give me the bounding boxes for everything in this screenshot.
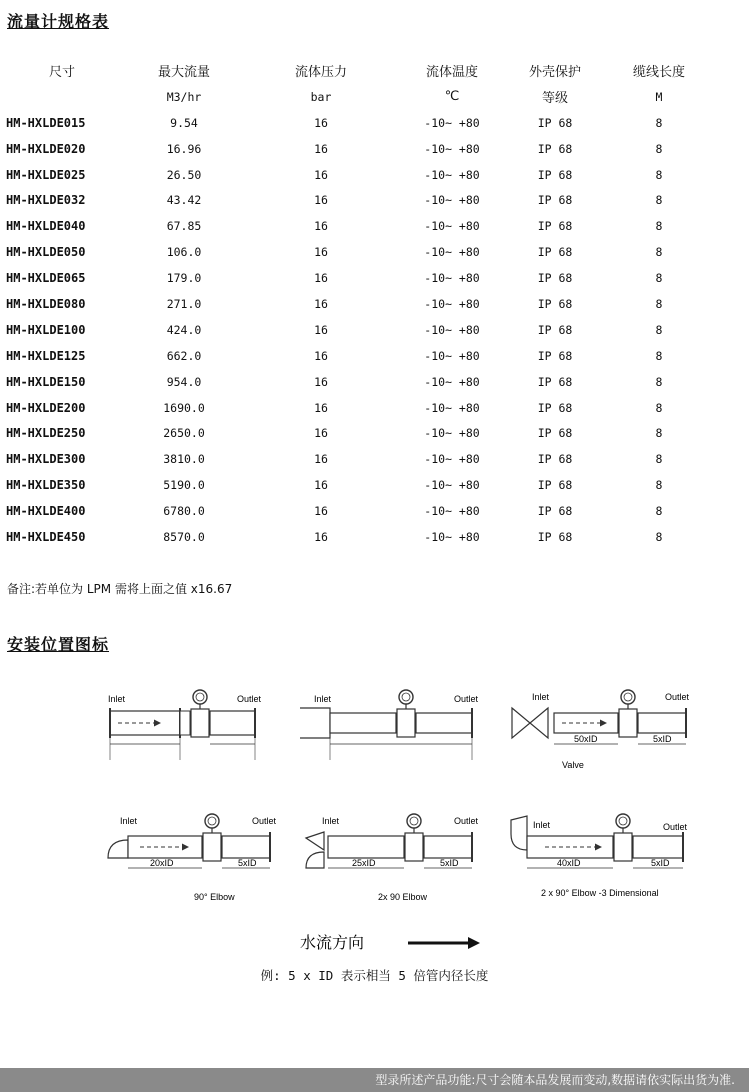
model-cell: HM-HXLDE150 [6, 374, 86, 389]
inlet-label-5: Inlet [322, 816, 340, 826]
temperature-cell: -10~ +80 [424, 296, 480, 311]
unit-size [0, 84, 124, 110]
cable-length-cell: 8 [655, 271, 663, 286]
diagram-reducer [300, 690, 479, 760]
header-max-flow: 最大流量 [157, 65, 210, 81]
temperature-cell: -10~ +80 [424, 271, 480, 286]
flow-spec-title: 流量计规格表 [7, 12, 110, 31]
max-flow-cell: 8570.0 [163, 529, 205, 544]
temperature-cell: -10~ +80 [424, 219, 480, 234]
pressure-cell: 16 [314, 322, 328, 337]
protection-cell: IP 68 [537, 167, 573, 182]
temperature-cell: -10~ +80 [424, 400, 480, 415]
cable-length-cell: 8 [655, 478, 663, 493]
table-row [0, 369, 714, 395]
temperature-cell: -10~ +80 [424, 322, 480, 337]
max-flow-cell: 2650.0 [163, 426, 205, 441]
table-row [0, 498, 714, 524]
flow-direction-label: 水流方向 [300, 935, 365, 952]
protection-cell: IP 68 [537, 478, 573, 493]
model-cell: HM-HXLDE400 [6, 504, 86, 519]
pressure-cell: 16 [314, 219, 328, 234]
header-cable-length: 缆线长度 [632, 65, 685, 81]
length-5xid-3: 5xID [653, 734, 672, 744]
table-row [0, 162, 714, 188]
cable-length-cell: 8 [655, 245, 663, 260]
cable-length-cell: 8 [655, 296, 663, 311]
table-row [0, 187, 714, 213]
temperature-cell: -10~ +80 [424, 193, 480, 208]
footer-bar [0, 1068, 749, 1092]
length-5xid-4: 5xID [238, 858, 257, 868]
model-cell: HM-HXLDE350 [6, 478, 86, 493]
protection-cell: IP 68 [537, 529, 573, 544]
max-flow-cell: 271.0 [166, 296, 202, 311]
inlet-label-3: Inlet [532, 692, 550, 702]
max-flow-cell: 26.50 [166, 167, 202, 182]
outlet-label-4: Outlet [252, 816, 277, 826]
cable-length-cell: 8 [655, 115, 663, 130]
model-cell: HM-HXLDE020 [6, 141, 86, 156]
pressure-cell: 16 [314, 115, 328, 130]
header-protection: 外壳保护 [528, 65, 581, 81]
spec-table-body [0, 110, 714, 550]
diagram-3d-elbow [511, 814, 688, 898]
unit-temperature: ℃ [444, 89, 460, 105]
diagram-elbow [108, 814, 277, 902]
table-row [0, 524, 714, 550]
max-flow-cell: 16.96 [166, 141, 202, 156]
pressure-cell: 16 [314, 426, 328, 441]
temperature-cell: -10~ +80 [424, 245, 480, 260]
elbow-label: 90° Elbow [194, 892, 235, 902]
note-text: 备注:若单位为 LPM 需将上面之值 x16.67 [7, 582, 233, 596]
flow-arrow-head [468, 937, 480, 949]
unit-pressure: bar [310, 89, 332, 104]
pressure-cell: 16 [314, 478, 328, 493]
protection-cell: IP 68 [537, 426, 573, 441]
max-flow-cell: 424.0 [166, 322, 202, 337]
temperature-cell: -10~ +80 [424, 141, 480, 156]
temperature-cell: -10~ +80 [424, 374, 480, 389]
protection-cell: IP 68 [537, 296, 573, 311]
pressure-cell: 16 [314, 296, 328, 311]
max-flow-cell: 1690.0 [163, 400, 205, 415]
max-flow-cell: 954.0 [166, 374, 202, 389]
pressure-cell: 16 [314, 141, 328, 156]
table-row [0, 343, 714, 369]
max-flow-cell: 67.85 [166, 219, 202, 234]
diagram-valve [512, 690, 690, 770]
double-elbow-label: 2x 90 Elbow [378, 892, 428, 902]
temperature-cell: -10~ +80 [424, 478, 480, 493]
pressure-cell: 16 [314, 400, 328, 415]
protection-cell: IP 68 [537, 374, 573, 389]
pressure-cell: 16 [314, 529, 328, 544]
model-cell: HM-HXLDE450 [6, 529, 86, 544]
inlet-label-2: Inlet [314, 694, 332, 704]
header-pressure: 流体压力 [294, 65, 347, 81]
protection-cell: IP 68 [537, 219, 573, 234]
pressure-cell: 16 [314, 167, 328, 182]
table-row [0, 239, 714, 265]
outlet-label-5: Outlet [454, 816, 479, 826]
table-row [0, 395, 714, 421]
pressure-cell: 16 [314, 504, 328, 519]
unit-protection: 等级 [541, 91, 568, 107]
cable-length-cell: 8 [655, 504, 663, 519]
cable-length-cell: 8 [655, 529, 663, 544]
protection-cell: IP 68 [537, 115, 573, 130]
unit-row [0, 84, 714, 110]
cable-length-cell: 8 [655, 167, 663, 182]
table-row [0, 446, 714, 472]
table-row [0, 110, 714, 136]
outlet-label: Outlet [237, 694, 262, 704]
model-cell: HM-HXLDE125 [6, 348, 86, 363]
table-row [0, 136, 714, 162]
cable-length-cell: 8 [655, 452, 663, 467]
protection-cell: IP 68 [537, 322, 573, 337]
protection-cell: IP 68 [537, 271, 573, 286]
model-cell: HM-HXLDE050 [6, 245, 86, 260]
diagram-double-elbow [306, 814, 479, 902]
header-temperature: 流体温度 [425, 65, 478, 81]
cable-length-cell: 8 [655, 426, 663, 441]
model-cell: HM-HXLDE040 [6, 219, 86, 234]
inlet-label: Inlet [108, 694, 126, 704]
length-5xid-6: 5xID [651, 858, 670, 868]
table-row [0, 317, 714, 343]
model-cell: HM-HXLDE250 [6, 426, 86, 441]
table-row [0, 265, 714, 291]
inlet-label-6: Inlet [533, 820, 551, 830]
cable-length-cell: 8 [655, 374, 663, 389]
pressure-cell: 16 [314, 374, 328, 389]
model-cell: HM-HXLDE300 [6, 452, 86, 467]
length-25xid: 25xID [352, 858, 376, 868]
temperature-cell: -10~ +80 [424, 348, 480, 363]
inlet-label-4: Inlet [120, 816, 138, 826]
install-title: 安装位置图标 [7, 635, 110, 654]
header-row [0, 58, 714, 84]
outlet-label-6: Outlet [663, 822, 688, 832]
footer-text: 型录所述产品功能:尺寸会随本品发展而变动,数据请依实际出货为准. [375, 1073, 735, 1087]
valve-label: Valve [562, 760, 584, 770]
cable-length-cell: 8 [655, 348, 663, 363]
temperature-cell: -10~ +80 [424, 452, 480, 467]
max-flow-cell: 43.42 [166, 193, 202, 208]
caption: 例: 5 x ID 表示相当 5 倍管内径长度 [260, 968, 489, 983]
outlet-label-2: Outlet [454, 694, 479, 704]
table-row [0, 420, 714, 446]
length-50xid: 50xID [574, 734, 598, 744]
max-flow-cell: 6780.0 [163, 504, 205, 519]
max-flow-cell: 3810.0 [163, 452, 205, 467]
length-20xid: 20xID [150, 858, 174, 868]
length-40xid: 40xID [557, 858, 581, 868]
protection-cell: IP 68 [537, 141, 573, 156]
max-flow-cell: 179.0 [166, 271, 202, 286]
diagram-straight [108, 690, 262, 760]
table-row [0, 213, 714, 239]
temperature-cell: -10~ +80 [424, 167, 480, 182]
model-cell: HM-HXLDE200 [6, 400, 86, 415]
table-row [0, 472, 714, 498]
spec-table [0, 58, 714, 550]
temperature-cell: -10~ +80 [424, 529, 480, 544]
cable-length-cell: 8 [655, 400, 663, 415]
cable-length-cell: 8 [655, 141, 663, 156]
model-cell: HM-HXLDE032 [6, 193, 86, 208]
model-cell: HM-HXLDE015 [6, 115, 86, 130]
protection-cell: IP 68 [537, 245, 573, 260]
model-cell: HM-HXLDE100 [6, 322, 86, 337]
temperature-cell: -10~ +80 [424, 115, 480, 130]
model-cell: HM-HXLDE080 [6, 296, 86, 311]
max-flow-cell: 5190.0 [163, 478, 205, 493]
pressure-cell: 16 [314, 452, 328, 467]
pressure-cell: 16 [314, 245, 328, 260]
protection-cell: IP 68 [537, 400, 573, 415]
cable-length-cell: 8 [655, 193, 663, 208]
pressure-cell: 16 [314, 271, 328, 286]
pressure-cell: 16 [314, 193, 328, 208]
protection-cell: IP 68 [537, 193, 573, 208]
pressure-cell: 16 [314, 348, 328, 363]
temperature-cell: -10~ +80 [424, 426, 480, 441]
model-cell: HM-HXLDE025 [6, 167, 86, 182]
outlet-label-3: Outlet [665, 692, 690, 702]
cable-length-cell: 8 [655, 322, 663, 337]
temperature-cell: -10~ +80 [424, 504, 480, 519]
protection-cell: IP 68 [537, 348, 573, 363]
cable-length-cell: 8 [655, 219, 663, 234]
protection-cell: IP 68 [537, 452, 573, 467]
protection-cell: IP 68 [537, 504, 573, 519]
model-cell: HM-HXLDE065 [6, 271, 86, 286]
header-size: 尺寸 [48, 65, 75, 81]
unit-cable-length: M [655, 89, 663, 104]
max-flow-cell: 662.0 [166, 348, 202, 363]
table-row [0, 291, 714, 317]
installation-diagram [100, 680, 700, 965]
unit-max-flow: M3/hr [166, 89, 202, 104]
length-5xid-5: 5xID [440, 858, 459, 868]
max-flow-cell: 106.0 [166, 245, 202, 260]
max-flow-cell: 9.54 [170, 115, 198, 130]
3d-elbow-label: 2 x 90° Elbow -3 Dimensional [541, 888, 659, 898]
